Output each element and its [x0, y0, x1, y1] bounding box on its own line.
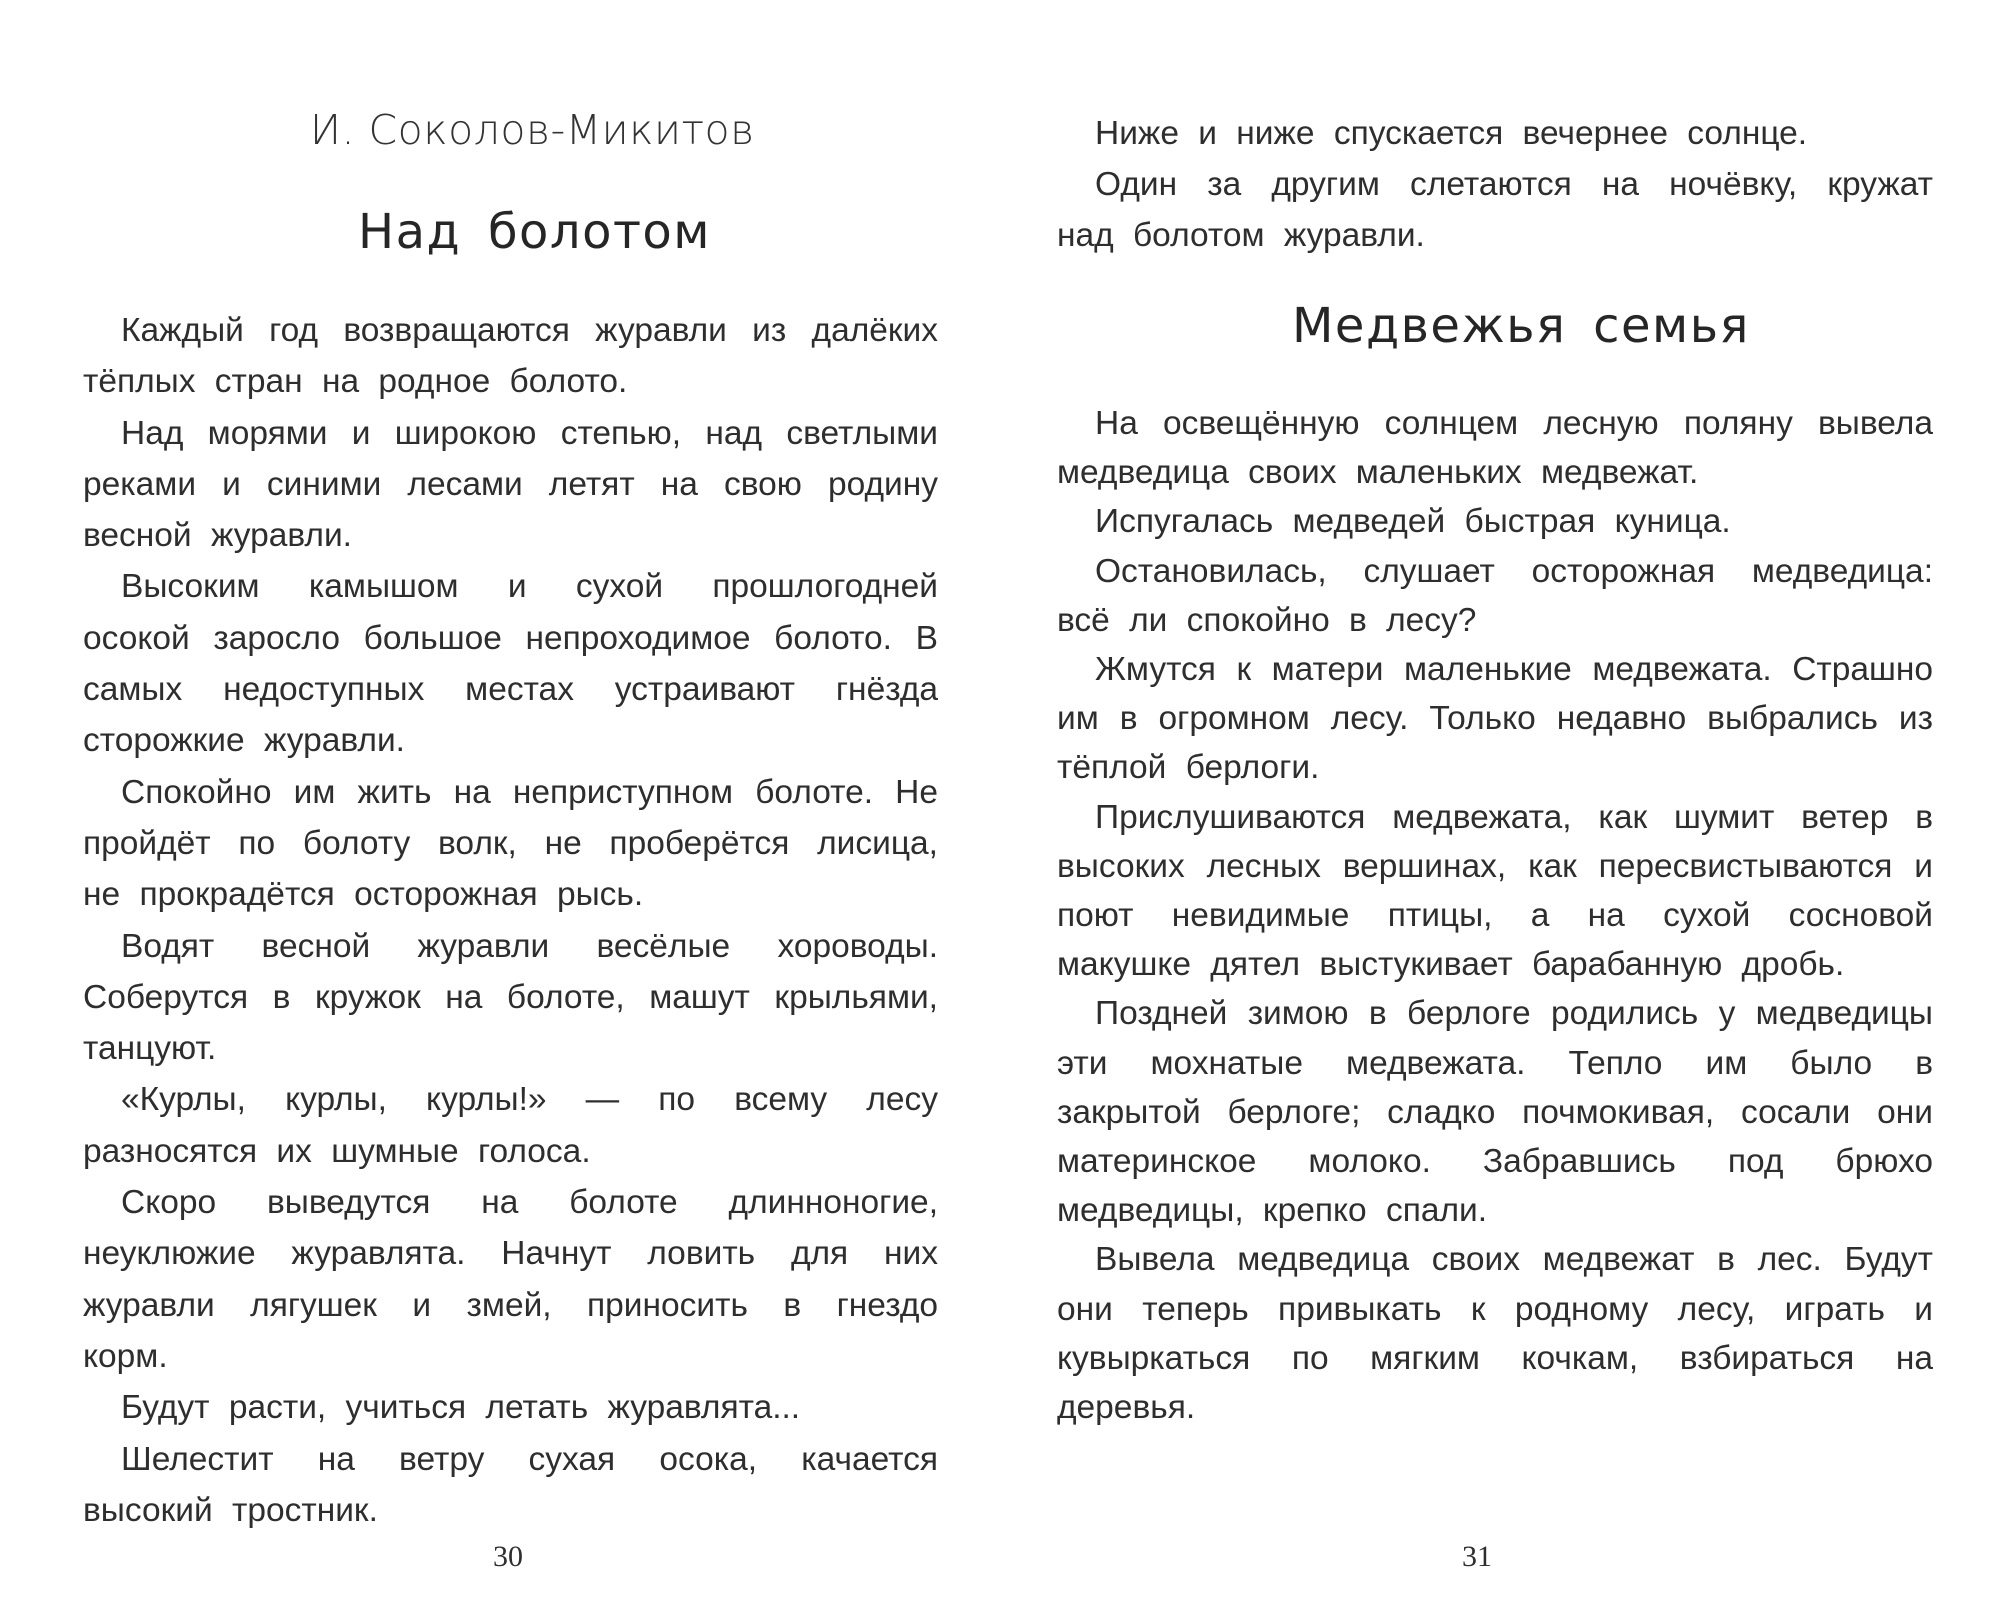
paragraph: Жмутся к матери маленькие медвежата. Страшно им в огромном лесу. Только недавно выбрались из тёплой берлоги.	[1057, 651, 1933, 787]
paragraph: Испугалась медведей быстрая куница.	[1095, 503, 1731, 541]
paragraph: Ниже и ниже спускается вечернее солнце.	[1095, 115, 1808, 152]
paragraph: Каждый год возвращаются журавли из далёких тёплых стран на родное болото.	[83, 312, 938, 401]
paragraph: Над морями и широкою степью, над светлыми реками и синими лесами летят на свою родину весной журавли.	[83, 414, 938, 555]
paragraph: Остановилась, слушает осторожная медведица: всё ли спокойно в лесу?	[1057, 552, 1933, 639]
right-page-continued-text	[1057, 108, 1933, 261]
paragraph: На освещённую солнцем лесную поляну вывела медведица своих маленьких медвежат.	[1057, 405, 1933, 492]
right-page	[1000, 0, 2000, 1612]
paragraph: Спокойно им жить на неприступном болоте. Не пройдёт по болоту волк, не проберётся лисица, не прокрадётся осторожная рысь.	[83, 773, 938, 914]
author-name: И. Соколов-Микитов	[310, 106, 755, 154]
paragraph: «Курлы, курлы, курлы!» — по всему лесу разносятся их шумные голоса.	[83, 1081, 938, 1170]
story-title-medvezhya-semya: Медвежья семья	[1292, 298, 1750, 354]
page-number-right: 31	[1462, 1540, 1492, 1573]
paragraph: Будут расти, учиться летать журавлята...	[121, 1389, 801, 1427]
paragraph: Поздней зимою в берлоге родились у медведицы эти мохнатые медвежата. Тепло им было в закрытой берлоге; сладко почмокивая, сосали они материнское молоко. Забравшись под брюхо медведицы, крепко спали.	[1057, 995, 1933, 1230]
page-number-left: 30	[493, 1540, 523, 1573]
paragraph: Водят весной журавли весёлые хороводы. Соберутся в кружок на болоте, машут крыльями, танцуют.	[83, 927, 938, 1068]
left-page-text	[83, 305, 938, 1536]
paragraph: Шелестит на ветру сухая осока, качается высокий тростник.	[83, 1440, 938, 1529]
paragraph: Высоким камышом и сухой прошлогодней осокой заросло большое непроходимое болото. В самых недоступных местах устраивают гнёзда сторожкие журавли.	[83, 568, 938, 760]
paragraph: Вывела медведица своих медвежат в лес. Будут они теперь привыкать к родному лесу, играть и кувыркаться по мягким кочкам, взбираться на деревья.	[1057, 1241, 1933, 1427]
right-page-text	[1057, 399, 1933, 1432]
story-title-nad-bolotom: Над болотом	[358, 204, 712, 260]
paragraph: Скоро выведутся на болоте длинноногие, неуклюжие журавлята. Начнут ловить для них журавли лягушек и змей, приносить в гнездо корм.	[83, 1184, 938, 1375]
paragraph: Один за другим слетаются на ночёвку, кружат над болотом журавли.	[1057, 166, 1933, 254]
paragraph: Прислушиваются медвежата, как шумит ветер в высоких лесных вершинах, как пересвистываются и поют невидимые птицы, а на сухой сосновой макушке дятел выстукивает барабанную дробь.	[1057, 798, 1933, 984]
